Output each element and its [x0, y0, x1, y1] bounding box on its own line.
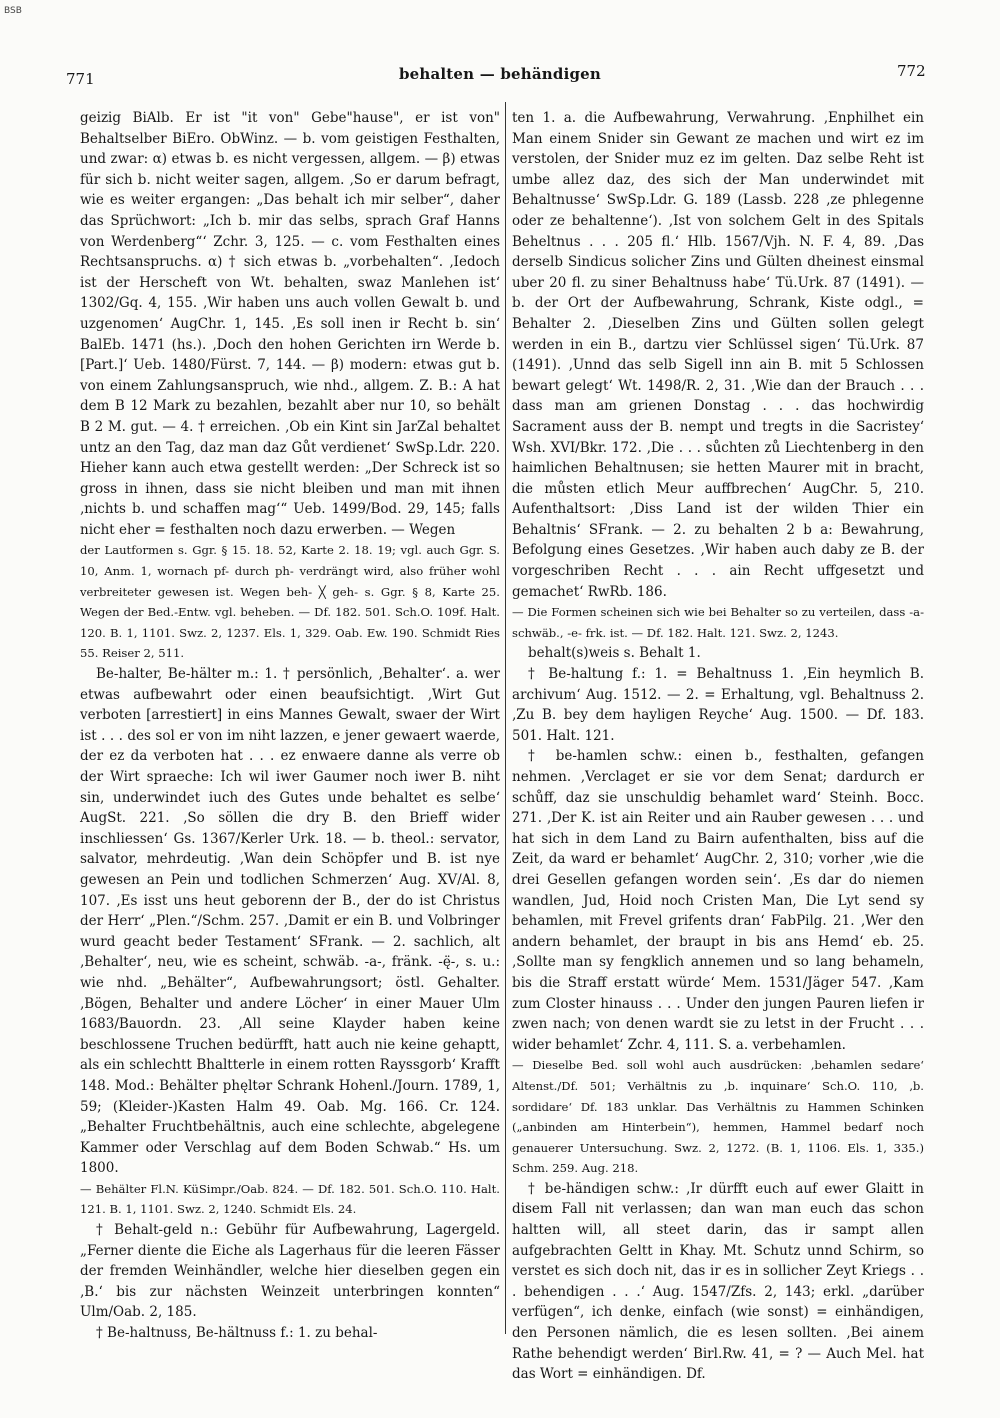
entry-behaltnuss-start: † Be-haltnuss, Be-hältnuss f.: 1. zu behal- — [96, 1325, 378, 1342]
entry-behaltung: † Be-haltung f.: 1. = Behaltnuss 1. ‚Ein heymlich B. archivum‘ Aug. 1512. — 2. = Erhaltung, vgl. Behaltnuss 2. ‚Zu B. bey dem hayligen Reyche‘ Aug. 1500. — Df. 183. 501. Halt. 121. — [512, 666, 924, 744]
column-divider — [505, 102, 506, 1334]
left-column — [80, 108, 500, 1342]
entry-note-behalten: der Lautformen s. Ggr. § 15. 18. 52, Karte 2. 18. 19; vgl. auch Ggr. S. 10, Anm. 1, wornach pf- durch ph- verdrängt wird, also früher wohl verbreiteter gewesen ist. Wegen beh- ╳ geh- s. Ggr. § 8, Karte 25. Wegen der Bed.-Entw. vgl. beheben. — Df. 182. 501. Sch.O. 109f. Halt. 120. B. 1, 1101. Swz. 2, 1237. Els. 1, 329. Oab. Ew. 190. Schmidt Ries 55. Reiser 2, 511. — [80, 543, 500, 661]
entry-behamlen: † be-hamlen schw.: einen b., festhalten, gefangen nehmen. ‚Verclaget er sie vor dem Senat; dardurch er schůff, daz sie unschuldig behamlet ward‘ Steinh. Bocc. 271. ‚Der K. ist ain Reiter und ain Rauber gewesen . . . und hat sich in dem Land zu Bairn aufenthalten, biss auf die Zeit, da ward er behamlet‘ AugChr. 2, 310; vorher ‚wie die drei Gesellen gefangen worden sein‘. ‚Es dar do niemen wandlen, Jud, Hoid noch Cristen Man, Die Lyt send sy behamlen, mit Frevel grifents dran‘ FabPilg. 21. ‚Wer den andern behamlet, der braupt in bis ans Hemd‘ eb. 25. ‚Sollte man sy fengklich annemen und so lang behameln, bis die Straff erstatt würde‘ Mem. 1531/Jäger 547. ‚Kam zum Closter hinauss . . . Under den jungen Pauren liefen ir zwen nach; von denen wardt sie zu letst in der Frucht . . . wider behamlet‘ Zchr. 4, 111. S. a. verbehamlen. — [512, 748, 924, 1053]
entry-note-behaltnuss: — Die Formen scheinen sich wie bei Behalter so zu verteilen, dass -a- schwäb., -e- frk. ist. — Df. 182. Halt. 121. Swz. 2, 1243. — [512, 605, 924, 640]
entry-continuation-behalten: geizig BiAlb. Er ist "it von" Gebe"hause", er ist von" Behaltselber BiEro. ObWinz. — b. vom geistigen Festhalten, und zwar: α) etwas b. es nicht vergessen, allgem. — β) etwas für sich b. nicht weiter sagen, allgem. ‚So er darum befragt, wie es weiter ergangen: „Das behalt ich mir selber“, daher das Sprüchwort: „Ich b. mir das selbs, sprach Graf Hanns von Werdenberg“‘ Zchr. 3, 125. — c. vom Festhalten eines Rechtsanspruchs. α) † sich etwas b. „vorbehalten“. ‚Iedoch ist der Herscheft von Wt. behalten, swaz Manlehen ist‘ 1302/Gq. 4, 155. ‚Wir haben uns auch vollen Gewalt b. und uzgenomen‘ AugChr. 1, 145. ‚Es soll inen ir Recht b. sin‘ BalEb. 1471 (hs.). ‚Doch den hohen Gerichten irn Werde b. [Part.]‘ Ueb. 1480/Fürst. 7, 144. — β) modern: etwas gut b. von einem Zahlungsanspruch, wie nhd., allgem. Z. B.: A hat dem B 12 Mark zu bezahlen, bezahlt aber nur 10, so behält B 2 M. gut. — 4. † erreichen. ‚Ob ein Kint sin JarZal behaltet untz an den Tag, daz man daz Gůt verdienet‘ SwSp.Ldr. 220. Hieher kann auch etwa gestellt werden: „Der Schreck ist so gross in ihnen, dass sie nicht bleiben und man mit ihnen ‚nichts b. und schaffen mag‘“ Ueb. 1499/Bod. 29, 145; falls nicht eher = festhalten noch dazu erwerben. — Wegen — [80, 110, 500, 538]
entry-behaltnuss-continuation: ten 1. a. die Aufbewahrung, Verwahrung. ‚Enphilhet ein Man einem Snider sin Gewant ze machen und wirt ez im verstolen, der Snider muz ez im gelten. Daz selbe Reht ist umbe allez daz, des sich der Man underwindet mit Behaltnusse‘ SwSp.Ldr. G. 189 (Lassb. 228 ‚ze phlegenne oder ze behaltenne‘). ‚Ist von solchem Gelt in des Spitals Beheltnus . . . 205 fl.‘ Hlb. 1567/Vjh. N. F. 4, 89. ‚Das derselb Sindicus solicher Zins und Gülten dheinest einsmal uber 20 fl. zu siner Behaltnuss habe‘ Tü.Urk. 87 (1491). — b. der Ort der Aufbewahrung, Schrank, Kiste odgl., = Behalter 2. ‚Dieselben Zins und Gülten sollen gelegt werden in ein B., dartzu vier Schlüssel sigen‘ Tü.Urk. 87 (1491). ‚Unnd das selb Sigell inn ain B. mit 5 Schlossen bewart gelegt‘ Wt. 1498/R. 2, 31. ‚Wie dan der Brauch . . . dass man am grienen Donstag . . . das hochwirdig Sacrament auss der B. nempt und tregts in die Sacristey‘ Wsh. XVI/Bkr. 172. ‚Die . . . sůchten zů Liechtenberg in den haimlichen Behaltnusen; sie hetten Maurer mit in bracht, die můsten etlich Meur auffbrechen‘ AugChr. 5, 210. Aufenthaltsort: ‚Diss Land ist der wilden Thier ein Behaltnis‘ SFrank. — 2. zu behalten 2 b a: Bewahrung, Befolgung eines Gesetzes. ‚Wir haben auch daby ze B. der vorgeschriben Recht . . . ain Recht uffgesetzt und gemachet‘ RwRb. 186. — [512, 110, 924, 600]
page-number-right: 772 — [897, 62, 926, 80]
page-header — [0, 62, 1000, 92]
corner-mark: BSB — [4, 6, 22, 16]
running-title: behalten — behändigen — [398, 65, 602, 83]
entry-behalt-geld: † Behalt-geld n.: Gebühr für Aufbewahrung, Lagergeld. „Ferner diente die Eiche als Lagerhaus für die leeren Fässer der fremden Weinhändler, welche hier dieselben gegen ein ‚B.‘ bis zur nächsten Weinzeit unterbringen konnten“ Ulm/Oab. 2, 185. — [80, 1222, 500, 1321]
page-number-left: 771 — [66, 70, 95, 88]
entry-note-behamlen: — Dieselbe Bed. soll wohl auch ausdrücken: ‚behamlen sedare‘ Altenst./Df. 501; Verhältnis zu ‚b. inquinare‘ Sch.O. 110, ‚b. sordidare‘ Df. 183 unklar. Das Verhältnis zu Hammen Schinken („anbinden am Hinterbein“), hemmen, Hammel bedarf noch genauerer Untersuchung. Swz. 2, 1272. (B. 1, 1106. Els. 1, 335.) Schm. 259. Aug. 218. — [512, 1058, 924, 1176]
entry-note-behalter: — Behälter Fl.N. KüSimpr./Oab. 824. — Df. 182. 501. Sch.O. 110. Halt. 121. B. 1, 1101. Swz. 2, 1240. Schmidt Els. 24. — [80, 1181, 500, 1217]
right-column — [512, 108, 924, 1383]
entry-behalter: Be-halter, Be-hälter m.: 1. † persönlich, ‚Behalter‘. a. wer etwas aufbewahrt oder einen beaufsichtigt. ‚Wirt Gut verboten [arrestiert] in eins Mannes Gewalt, swaer der Wirt ist . . . des sol er von im niht lazzen, e jener gewaert waerde, der ez da verboten hat . . . ez enwaere danne als verre ob der Wirt spraeche: Ich wil iwer Gaumer noch iwer B. niht sin, underwindet iuch des Gutes unde behaltet es selbe‘ AugSt. 221. ‚So söllen die dry B. den Brieff wider inschliessen‘ Gs. 1367/Kerler Urk. 18. — b. theol.: servator, salvator, mehrdeutig. ‚Wan dein Schöpfer und B. ist nye gewesen an Pein und todlichen Schmerzen‘ Aug. XV/Al. 8, 107. ‚Es isst uns heut geborenn der B., der do ist Christus der Herr‘ „Plen.“/Schm. 257. ‚Damit er ein B. und Volbringer wurd geacht beder Testament‘ SFrank. — 2. sachlich, alt ‚Behalter‘, neu, wie es scheint, schwäb. -a-, fränk. -ę̈-, s. u.: wie nhd. „Behälter“, Aufbewahrungsort; östl. Gehalter. ‚Bögen, Behalter und andere Löcher‘ in einer Mauer Ulm 1683/Bauordn. 23. ‚All seine Klayder haben keine beschlossene Truchen bedürfft, hatt auch nie keine gehaptt, als ein schlechtt Bhaltterle in einem rotten Rayssgorb‘ Krafft 148. Mod.: Behälter phęltər Schrank Hohenl./Journ. 1789, 1, 59; (Kleider-)Kasten Halm 49. Oab. Mg. 166. Cr. 124. „Behalter Fruchtbehältnis, auch eine schlechte, abgelegene Kammer oder Verschlag auf dem Boden Schwab.“ Hs. um 1800. — [80, 666, 500, 1177]
entry-behaendigen: † be-händigen schw.: ‚Ir dürfft euch auf ewer Glaitt in disem Fall nit verlassen; dan wan man euch das schon haltten will, all steet darin, das ir sampt allen aufgebrachten Geltt in Khay. Mt. Schutz unnd Schirm, so verstet es sich doch nit, das ir es in sollicher Zeyt Kriegs . . . behendigen . . .‘ Aug. 1547/Zfs. 2, 143; erkl. „darüber verfügen“, ich denke, einfach (wie sonst) = einhändigen, den Personen nämlich, die es lesen sollten. ‚Bei ainem Rathe behendigt werden‘ Birl.Rw. 41, = ? — Auch Mel. hat das Wort = einhändigen. Df. — [512, 1180, 924, 1383]
entry-behaltsweis: behalt(s)weis s. Behalt 1. — [528, 645, 701, 662]
